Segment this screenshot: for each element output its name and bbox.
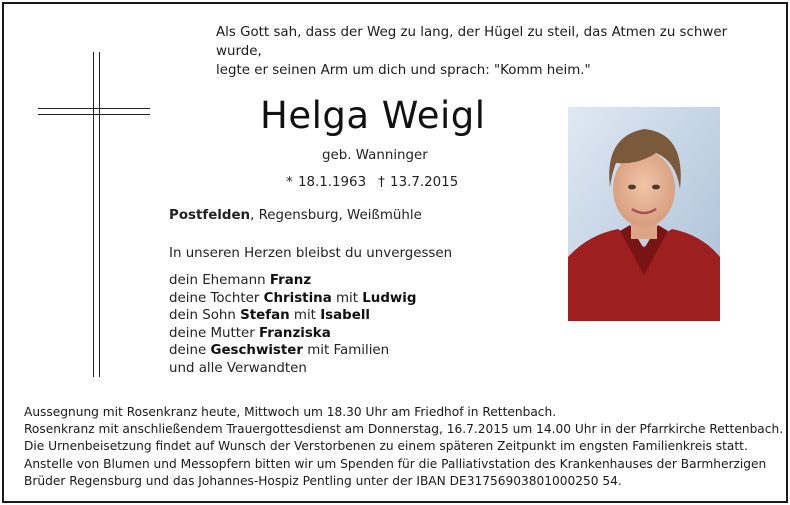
- quote-line-2: legte er seinen Arm um dich und sprach: "Komm heim.": [216, 63, 591, 78]
- family-list: [169, 272, 416, 378]
- residence-places: [169, 208, 422, 223]
- family-row: deine Tochter Christina mit Ludwig: [169, 290, 417, 306]
- footer-line: Aussegnung mit Rosenkranz heute, Mittwoch um 18.30 Uhr am Friedhof in Rettenbach.: [24, 405, 557, 419]
- service-details: [24, 404, 784, 490]
- portrait-photo: [568, 107, 720, 321]
- obituary-notice: [2, 2, 788, 503]
- footer-line: Anstelle von Blumen und Messopfern bitten wir um Spenden für die Palliativstation des Krankenhauses der Barmherzigen: [24, 456, 767, 471]
- family-row: und alle Verwandten: [169, 360, 307, 376]
- family-row: dein Ehemann Franz: [169, 273, 312, 288]
- quote-line-1: Als Gott sah, dass der Weg zu lang, der Hügel zu steil, das Atmen zu schwer wurde,: [216, 25, 728, 59]
- cross-icon: [38, 52, 150, 377]
- birth-date: * 18.1.1963: [286, 175, 367, 190]
- death-date: † 13.7.2015: [378, 175, 459, 190]
- memorial-quote: [216, 23, 776, 80]
- memory-line: In unseren Herzen bleibst du unvergessen: [169, 246, 453, 261]
- footer-line: Brüder Regensburg und das Johannes-Hospiz Pentling unter der IBAN DE31756903801000250 54.: [24, 473, 622, 488]
- life-dates: [286, 175, 458, 190]
- family-row: deine Mutter Franziska: [169, 325, 331, 341]
- birth-name: geb. Wanninger: [322, 148, 428, 163]
- footer-line: Rosenkranz mit anschließendem Trauergottesdienst am Donnerstag, 16.7.2015 um 14.00 Uhr in der Pfarrkirche Rettenbach.: [24, 422, 784, 437]
- footer-line: Die Urnenbeisetzung findet auf Wunsch der Verstorbenen zu einem späteren Zeitpunkt im engsten Familienkreis statt.: [24, 439, 748, 454]
- residence-primary: Postfelden: [169, 208, 251, 223]
- deceased-name: Helga Weigl: [260, 94, 486, 137]
- family-row: deine Geschwister mit Familien: [169, 343, 390, 359]
- family-row: dein Sohn Stefan mit Isabell: [169, 308, 371, 324]
- residence-rest: , Regensburg, Weißmühle: [250, 208, 422, 223]
